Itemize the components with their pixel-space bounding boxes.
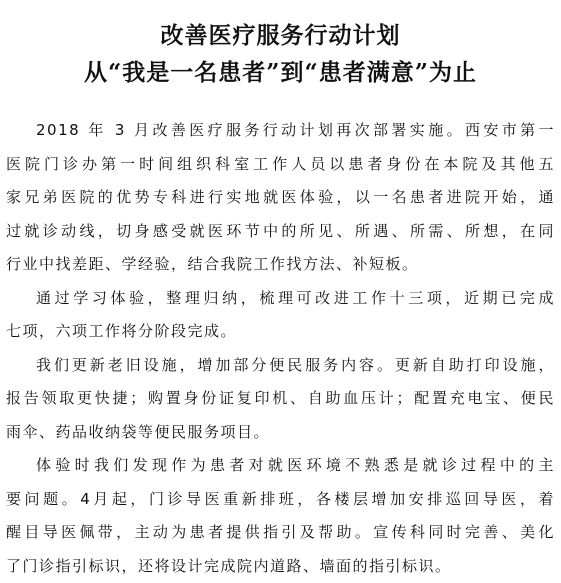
text-line: 报告领取更快捷；购置身份证复印机、自助血压计；配置充电宝、便民 [6,382,555,416]
document-subtitle: 从“我是一名患者”到“患者满意”为止 [0,57,561,89]
text-line: 2018 年 3 月改善医疗服务行动计划再次部署实施。西安市第一 [6,114,555,148]
document-body [6,114,555,583]
text-line: 通过学习体验，整理归纳，梳理可改进工作十三项，近期已完成 [6,282,555,316]
text-line: 医院门诊办第一时间组织科室工作人员以患者身份在本院及其他五 [6,148,555,182]
text-line: 体验时我们发现作为患者对就医环境不熟悉是就诊过程中的主 [6,449,555,483]
text-line: 行业中找差距、学经验，结合我院工作找方法、补短板。 [6,248,555,282]
paragraph [6,114,555,282]
text-line: 过就诊动线，切身感受就医环节中的所见、所遇、所需、所想，在同 [6,215,555,249]
text-line: 我们更新老旧设施，增加部分便民服务内容。更新自助打印设施， [6,349,555,383]
document-title: 改善医疗服务行动计划 [0,20,561,52]
text-line: 醒目导医佩带，主动为患者提供指引及帮助。宣传科同时完善、美化 [6,516,555,550]
paragraph [6,282,555,349]
text-line: 了门诊指引标识，还将设计完成院内道路、墙面的指引标识。 [6,550,555,583]
paragraph [6,349,555,450]
paragraph [6,449,555,583]
text-line: 雨伞、药品收纳袋等便民服务项目。 [6,416,555,450]
text-line: 要问题。4月起，门诊导医重新排班，各楼层增加安排巡回导医，着 [6,483,555,517]
text-line: 七项，六项工作将分阶段完成。 [6,315,555,349]
text-line: 家兄弟医院的优势专科进行实地就医体验，以一名患者进院开始，通 [6,181,555,215]
